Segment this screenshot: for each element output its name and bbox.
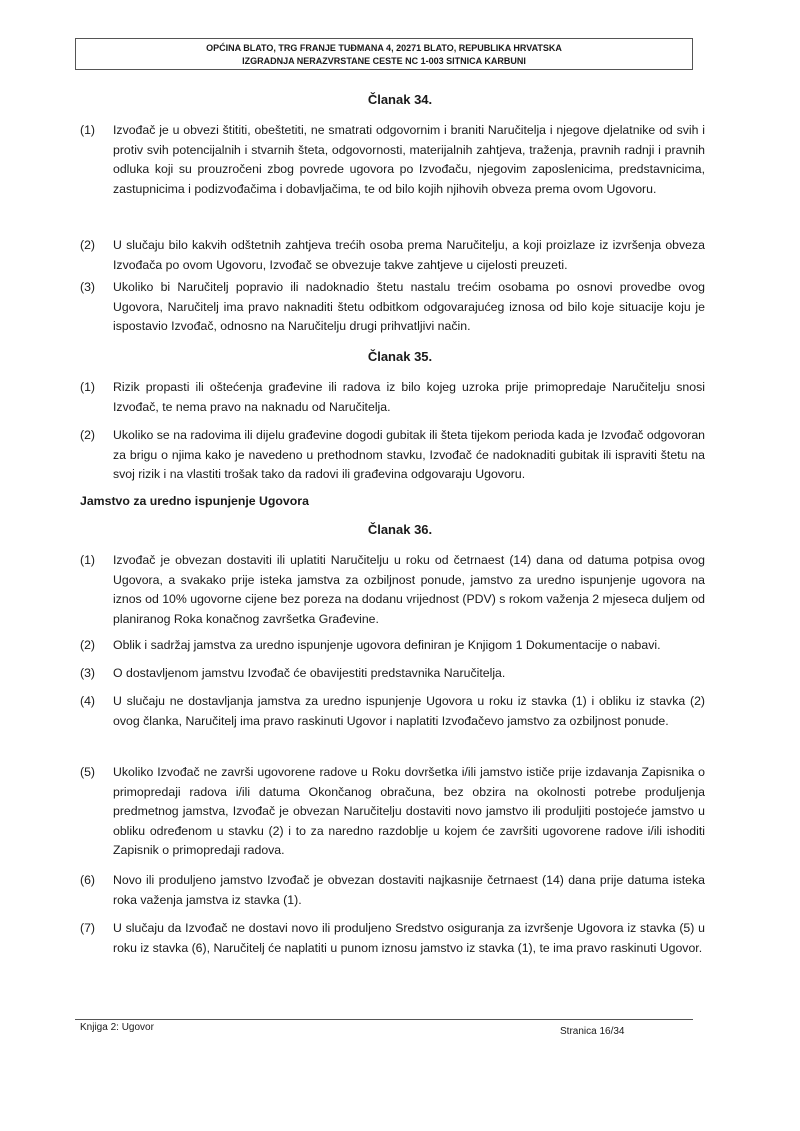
paragraph-number: (2) — [80, 238, 96, 252]
paragraph-text: Oblik i sadržaj jamstva za uredno ispunjenje ugovora definiran je Knjigom 1 Dokumentacije o nabavi. — [113, 638, 661, 652]
article-36-paragraph-7 — [80, 919, 705, 958]
paragraph-number: (2) — [80, 638, 96, 652]
paragraph-text: Rizik propasti ili oštećenja građevine ili radova iz bilo kojeg uzroka prije primopredaje Naručitelju snosi Izvođač, te nema pravo na naknadu od Naručitelja. — [113, 380, 705, 414]
header-line-1: OPĆINA BLATO, TRG FRANJE TUĐMANA 4, 20271 BLATO, REPUBLIKA HRVATSKA — [206, 43, 562, 53]
article-34-paragraph-3 — [80, 278, 705, 337]
paragraph-text: O dostavljenom jamstvu Izvođač će obavijestiti predstavnika Naručitelja. — [113, 666, 506, 680]
paragraph-number: (3) — [80, 666, 96, 680]
paragraph-number: (4) — [80, 694, 96, 708]
article-35-paragraph-2 — [80, 426, 705, 485]
paragraph-text: Novo ili produljeno jamstvo Izvođač je obvezan dostaviti najkasnije četrnaest (14) dana prije datuma isteka roka važenja jamstva iz stavka (1). — [113, 873, 705, 907]
paragraph-text: Ukoliko se na radovima ili dijelu građevine dogodi gubitak ili šteta tijekom perioda kada je Izvođač odgovoran za brigu o njima kako je navedeno u prethodnom stavku, Izvođač će nadoknaditi gubitak ili ispraviti štetu na svoj rizik i na vlastiti trošak tako da radovi ili građevina odgovaraju Ugovoru. — [113, 428, 705, 481]
section-heading: Jamstvo za uredno ispunjenje Ugovora — [80, 494, 309, 508]
paragraph-text: Ukoliko bi Naručitelj popravio ili nadoknadio štetu nastalu trećim osobama po osnovi provedbe ovog Ugovora, Naručitelj ima pravo naknaditi štetu odbitkom odgovarajućeg iznosa od bilo koje situacije koju je ispostavio Izvođač, odnosno na Naručitelju drugi prihvatljivi način. — [113, 280, 705, 333]
paragraph-text: Ukoliko Izvođač ne završi ugovorene radove u Roku dovršetka i/ili jamstvo ističe prije izdavanja Zapisnika o primopredaji radova i/ili datuma Okončanog obračuna, bez obzira na okolnosti potrebe produljenja predmetnog jamstva, Izvođač je obvezan Naručitelju dostaviti novo jamstvo ili produljiti postojeće jamstvo u obliku određenom u stavku (2) i to za naredno razdoblje u kojem će završiti ugovorene radove i/ili ishoditi Zapisnik o primopredaji radova. — [113, 765, 705, 857]
paragraph-number: (1) — [80, 553, 96, 567]
footer-divider — [75, 1019, 693, 1020]
footer-page-number: Stranica 16/34 — [560, 1026, 625, 1037]
article-34-paragraph-2 — [80, 236, 705, 275]
paragraph-text: U slučaju da Izvođač ne dostavi novo ili produljeno Sredstvo osiguranja za izvršenje Ugovora iz stavka (5) u roku iz stavka (6), Naručitelj će naplatiti u punom iznosu jamstvo iz stavka (1), te ima pravo raskinuti Ugovor. — [113, 921, 705, 955]
paragraph-text: U slučaju bilo kakvih odštetnih zahtjeva trećih osoba prema Naručitelju, a koji proizlaze iz izvršenja obveza Izvođača po ovom Ugovoru, Izvođač se obvezuje takve zahtjeve u cijelosti preuzeti. — [113, 238, 705, 272]
article-34-title: Članak 34. — [367, 92, 433, 107]
article-36-paragraph-2 — [80, 636, 705, 656]
article-35-title: Članak 35. — [367, 349, 433, 364]
paragraph-number: (1) — [80, 380, 96, 394]
article-36-paragraph-3 — [80, 664, 705, 684]
article-36-paragraph-5 — [80, 763, 705, 861]
article-34-paragraph-1 — [80, 121, 705, 199]
paragraph-number: (7) — [80, 921, 96, 935]
article-35-paragraph-1 — [80, 378, 705, 417]
footer-book-label: Knjiga 2: Ugovor — [80, 1022, 154, 1033]
header-line-2: IZGRADNJA NERAZVRSTANE CESTE NC 1-003 SITNICA KARBUNI — [242, 56, 526, 66]
paragraph-number: (2) — [80, 428, 96, 442]
page-header — [75, 38, 693, 70]
article-36-paragraph-1 — [80, 551, 705, 629]
article-36-paragraph-4 — [80, 692, 705, 731]
paragraph-text: U slučaju ne dostavljanja jamstva za uredno ispunjenje Ugovora u roku iz stavka (1) i obliku iz stavka (2) ovog članka, Naručitelj ima pravo raskinuti Ugovor i naplatiti Izvođačevo jamstvo za ozbiljnost ponude. — [113, 694, 705, 728]
paragraph-number: (6) — [80, 873, 96, 887]
paragraph-text: Izvođač je obvezan dostaviti ili uplatiti Naručitelju u roku od četrnaest (14) dana od datuma potpisa ovog Ugovora, a svakako prije isteka jamstva za ozbiljnost ponude, jamstvo za uredno ispunjenje ugovora na iznos od 10% ugovorne cijene bez poreza na dodanu vrijednost (PDV) s rokom važenja 2 mjeseca duljem od planiranog Roka konačnog završetka Građevine. — [113, 553, 705, 626]
paragraph-number: (5) — [80, 765, 96, 779]
article-36-paragraph-6 — [80, 871, 705, 910]
paragraph-number: (3) — [80, 280, 96, 294]
paragraph-text: Izvođač je u obvezi štititi, obeštetiti, ne smatrati odgovornim i braniti Naručitelja i njegove djelatnike od svih i protiv svih potencijalnih i stvarnih šteta, odgovornosti, materijalnih zahtjeva, traženja, pravnih radnji i pravnih odluka koji su prouzročeni zbog povrede ugovora po Izvođaču, njegovim zaposlenicima, predstavnicima, zastupnicima i podizvođačima i dobavljačima, te od bilo kojih njihovih obveza prema ovom Ugovoru. — [113, 123, 705, 196]
paragraph-number: (1) — [80, 123, 96, 137]
article-36-title: Članak 36. — [367, 522, 433, 537]
